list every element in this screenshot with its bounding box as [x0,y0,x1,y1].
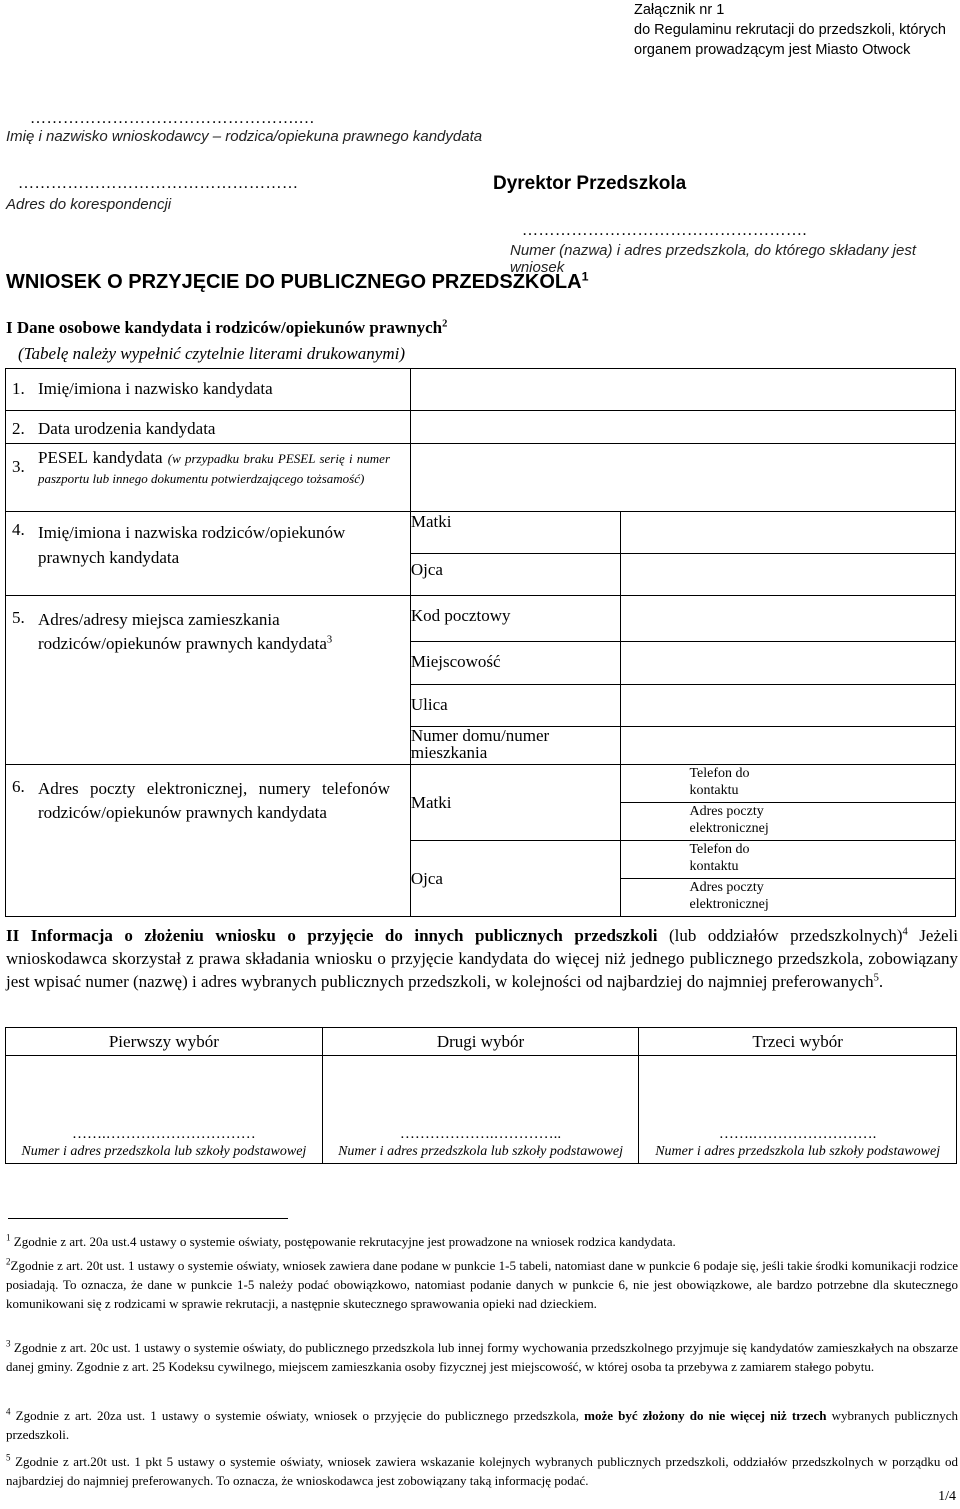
row-label: Imię/imiona i nazwiska rodziców/opiekunów prawnych kandydata [38,523,346,567]
third-choice-header: Trzeci wybór [639,1028,957,1056]
postal-code-input[interactable] [621,596,956,642]
house-number-input[interactable] [621,727,956,765]
first-choice-caption: Numer i adres przedszkola lub szkoły podstawowej [21,1144,307,1159]
second-choice-dots: ……………….………….. [399,1126,562,1142]
recipient-title: Dyrektor Przedszkola [493,173,687,194]
postal-code-label: Kod pocztowy [410,596,621,642]
row-label: Imię/imiona i nazwisko kandydata [38,379,273,398]
row-number: 6. [12,777,25,796]
footnote-2: $^2$Zgodnie z art. 20t ust. 1 ustawy o systemie oświaty, wniosek zawiera dane podane w punkcie 1-5 tabeli, natomiast dane w punkcie 6 podaje się, jeśli takie środki komunikacji rodzice posiadają. To oznacza, że dane w punkcie 1-5 należy podać obowiązkowo, natomiast podanie danych w punkcie 6, nie jest obowiązkowe, ale bardzo potrzebne dla skutecznego komunikowani się z rodzicami w sprawie rekrutacji, a następnie skutecznego sprawowania opieki nad dzieckiem. [6,1256,958,1311]
candidate-data-table [5,368,956,917]
page-number: 1/4 [938,1489,956,1504]
table-row [6,369,956,411]
section-2-title: II Informacja o złożeniu wniosku o przyjęcie do innych publicznych przedszkoli [6,926,658,945]
preference-table [5,1027,957,1164]
first-choice-field[interactable] [6,1056,323,1164]
annex-line-2: do Regulaminu rekrutacji do przedszkoli, których [634,22,946,38]
table-row [6,596,956,642]
row-label: Adres/adresy miejsca zamieszkania rodziców/opiekunów prawnych kandydata$^3$ [38,610,333,653]
footnote-5: $^5$ Zgodnie z art.20t ust. 1 pkt 5 ustawy o systemie oświaty, wniosek zawiera wskazanie kolejnych wybranych publicznych przedszkoli, oddziałów przedszkolnych w porządku od najbardziej do najmniej preferowanych. To oznacza, że wnioskodawca jest zobowiązany taką informację podać. [6,1452,959,1488]
pesel-input[interactable] [410,444,955,512]
father-email-label: Adres poczty elektronicznej [689,880,769,912]
section-1-note: (Tabelę należy wypełnić czytelnie literami drukowanymi) [18,344,405,363]
kindergarten-field[interactable]: ……………………………………………. [522,222,807,239]
third-choice-dots: …….……………………. [718,1126,877,1142]
mother-contact-label: Matki [410,765,621,841]
address-field[interactable]: …………………………………………… [18,175,299,192]
street-label: Ulica [410,685,621,727]
section-1-title: I Dane osobowe kandydata i rodziców/opiekunów prawnych$^2$ [6,318,448,337]
mother-name-input[interactable] [621,512,956,554]
father-name-input[interactable] [621,554,956,596]
applicant-name-field[interactable]: ………………………………………….… [30,110,315,127]
row-label: Data urodzenia kandydata [38,419,216,438]
city-input[interactable] [621,642,956,685]
father-phone-label: Telefon do kontaktu [689,842,750,874]
house-number-label: Numer domu/numer mieszkania [410,727,621,765]
mother-name-label: Matki [410,512,621,554]
footnote-1: $^1$ Zgodnie z art. 20a ust.4 ustawy o systemie oświaty, postępowanie rekrutacyjne jest prowadzone na wniosek rodzica kandydata. [6,1232,676,1249]
row-number: 1. [12,379,25,398]
table-row [6,1028,957,1056]
footnote-4: $^4$ Zgodnie z art. 20za ust. 1 ustawy o systemie oświaty, wniosek o przyjęcie do publicznego przedszkola, może być złożony do nie więcej niż trzech wybranych publicznych przedszkoli. [6,1406,959,1442]
father-name-label: Ojca [410,554,621,596]
third-choice-field[interactable] [639,1056,957,1164]
row-number: 2. [12,419,25,438]
city-label: Miejscowość [410,642,621,685]
annex-line-3: organem prowadzącym jest Miasto Otwock [634,42,911,58]
kindergarten-caption: Numer (nazwa) i adres przedszkola, do którego składany jest wniosek [510,242,917,276]
father-contact-label: Ojca [410,841,621,917]
form-title: WNIOSEK O PRZYJĘCIE DO PUBLICZNEGO PRZEDSZKOLA$^1$ [6,269,589,293]
first-choice-dots: …….………………………… [71,1126,256,1142]
first-choice-header: Pierwszy wybór [6,1028,323,1056]
third-choice-caption: Numer i adres przedszkola lub szkoły podstawowej [655,1144,941,1159]
address-caption: Adres do korespondencji [6,196,172,213]
row-number: 4. [12,520,25,539]
birth-date-input[interactable] [410,411,955,444]
footnote-separator [8,1218,288,1219]
annex-note [634,0,946,60]
table-row [6,512,956,554]
candidate-name-input[interactable] [410,369,955,411]
table-row [6,444,956,512]
table-row [6,765,956,803]
second-choice-caption: Numer i adres przedszkola lub szkoły podstawowej [338,1144,623,1159]
footnote-3: $^3$ Zgodnie z art. 20c ust. 1 ustawy o systemie oświaty, do publicznego przedszkola lub innej formy wychowania przedszkolnego przyjmuje się kandydatów zamieszkałych na obszarze danej gminy. Zgodnie z art. 25 Kodeksu cywilnego, miejscem zamieszkania osoby fizycznej jest miejscowość, w której osoba ta przebywa z zamiarem stałego pobytu. [6,1338,959,1374]
row-label: Adres poczty elektronicznej, numery telefonów rodziców/opiekunów prawnych kandydata [38,779,390,822]
mother-email-label: Adres poczty elektronicznej [689,804,769,836]
row-label: PESEL kandydata (w przypadku braku PESEL serię i numer paszportu lub innego dokumentu potwierdzającego tożsamość) [38,448,391,486]
second-choice-header: Drugi wybór [322,1028,639,1056]
table-row [6,411,956,444]
street-input[interactable] [621,685,956,727]
row-number: 5. [12,608,25,627]
mother-phone-label: Telefon do kontaktu [689,766,750,798]
section-2: II Informacja o złożeniu wniosku o przyjęcie do innych publicznych przedszkoli (lub oddziałów przedszkolnych)$^4$ Jeżeli wnioskodawca skorzystał z prawa składania wniosku o przyjęcie kandydata do więcej niż jednego publicznego przedszkola, zobowiązany jest wpisać numer (nazwę) i adres wybranych publicznych przedszkoli, w kolejności od najbardziej do najmniej preferowanych$^5$. [6,926,958,991]
second-choice-field[interactable] [322,1056,639,1164]
section-2-body: Jeżeli wnioskodawca skorzystał z prawa składania wniosku o przyjęcie kandydata do więcej niż jednego publicznego przedszkola, zobowiązany jest wpisać numer (nazwę) i adres wybranych publicznych przedszkoli, w kolejności od najbardziej do najmniej preferowanych [6,926,958,991]
applicant-name-caption: Imię i nazwisko wnioskodawcy – rodzica/opiekuna prawnego kandydata [6,128,483,145]
row-number: 3. [12,457,25,476]
section-2-title-rest: (lub oddziałów przedszkolnych) [657,926,903,945]
annex-line-1: Załącznik nr 1 [634,2,725,18]
table-row [6,1056,957,1164]
